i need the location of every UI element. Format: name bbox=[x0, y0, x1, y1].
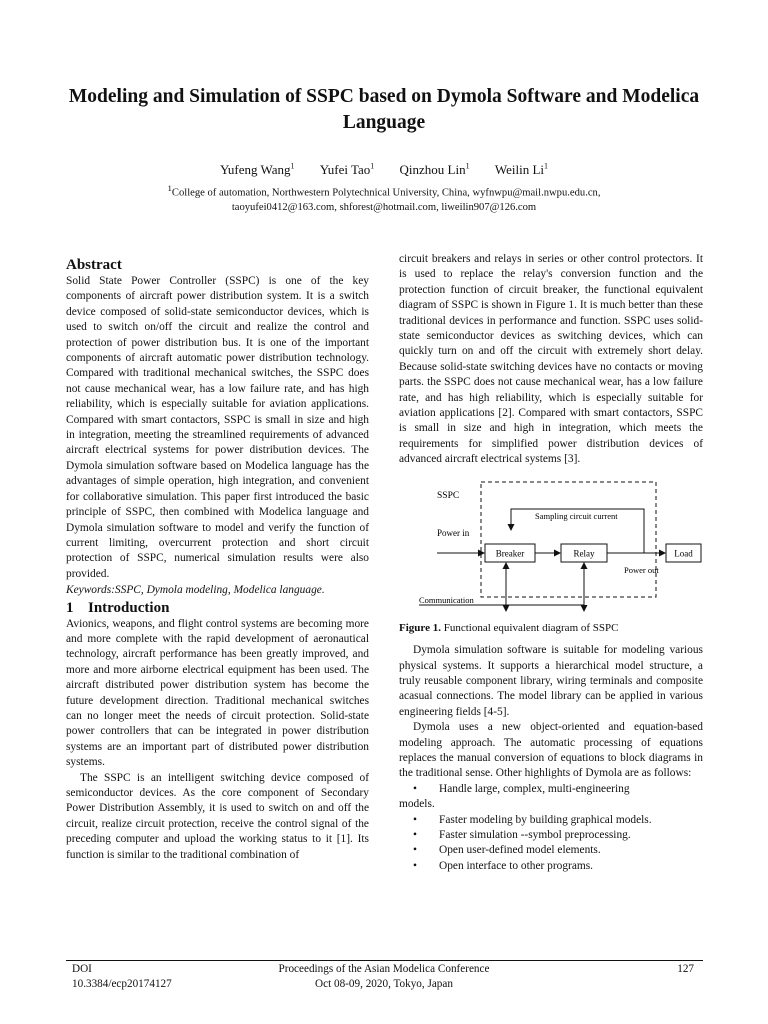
label-load: Load bbox=[674, 548, 693, 559]
author: Yufeng Wang$^1$ bbox=[219, 162, 295, 178]
sspc-boundary bbox=[481, 482, 656, 597]
sspc-diagram-svg bbox=[399, 481, 703, 616]
intro-paragraph-2: The SSPC is an intelligent switching device composed of semiconductor devices. As the core component of Secondary Power Distribution Assembly, it is used to switch on and off the circuit, realize circuit protection, receive the control signal of the preceding computer and upload the working status to it [1]. Its function is similar to the traditional combination of bbox=[66, 771, 369, 861]
highlights-list bbox=[399, 782, 703, 874]
label-relay: Relay bbox=[573, 548, 595, 559]
list-item: • Open interface to other programs. bbox=[413, 859, 594, 872]
section-heading-introduction: 1 Introduction bbox=[66, 599, 170, 616]
affiliation: $^1$College of automation, Northwestern Polytechnical University, China, wyfnwpu@mail.nwpu.edu.cn, taoyufei0412@163.com, shforest@hotmail.com, liweilin907@126.com bbox=[167, 183, 601, 213]
label-breaker: Breaker bbox=[495, 548, 525, 559]
figure-1-caption: Figure 1. Functional equivalent diagram of SSPC bbox=[399, 621, 619, 634]
list-item: • Faster simulation --symbol preprocessing. bbox=[413, 828, 631, 841]
footer-page-number: 127 bbox=[677, 963, 694, 975]
abstract-text: Solid State Power Controller (SSPC) is one of the key components of aircraft power distribution system. It is a switch device composed of solid-state semiconductor devices, which is used to switch on/off the circuit and realize the control and protection of power distribution bus. It is one of the important components of aircraft automatic power distribution technology. Compared with traditional mechanical switches, the SSPC does not cause mechanical wear, has a low failure rate, and has high reliability, which is especially suitable for aviation applications. Compared with smart contactors, SSPC is small in size and high in integration, meeting the streamlined requirements of advanced aircraft electrical systems for power distribution devices. The Dymola simulation software based on Modelica language has the advantages of simple operation, high integration, and convenient for collaborative simulation. This paper first introduced the basic principle of SSPC, then combined with Modelica language and Dymola simulation software to model and verify the function of current limiting, overcurrent protection and short circuit protection of SSPC, numerical simulation results were also provided. bbox=[66, 275, 369, 580]
intro-paragraph-1: Avionics, weapons, and flight control systems are becoming more and more complete with the rapid development of aeronautical technology, aircraft performance has been greatly improved, and more and more airborne electrical equipment has been used. The aircraft distributed power distribution system has become the future development direction. Traditional mechanical switches can no longer meet the needs of circuit protection. Solid-state power controllers that can be integrated in power distribution systems are an important part of distributed power distribution systems. bbox=[66, 617, 369, 769]
author-list bbox=[40, 159, 728, 178]
list-item: • Open user-defined model elements. bbox=[413, 844, 601, 857]
figure-1-diagram bbox=[399, 481, 703, 616]
author: Qinzhou Lin$^1$ bbox=[399, 162, 470, 178]
left-column bbox=[66, 256, 369, 863]
footer-rule bbox=[66, 960, 703, 961]
right-paragraph-3: Dymola uses a new object-oriented and equation-based modeling approach. The automatic processing of equations replaces the manual conversion of equations to block diagrams in the traditional sense. Other highlights of Dymola are as follows: bbox=[399, 721, 703, 780]
label-sampling: Sampling circuit current bbox=[535, 510, 618, 521]
right-paragraph-2: Dymola simulation software is suitable for modeling various physical systems. It supports a hierarchical model structure, a truly reusable component library, wiring terminals and composite acasual connections. The model library can be applied in various engineering fields [4-5]. bbox=[399, 644, 703, 718]
label-power-out: Power out bbox=[624, 564, 659, 575]
label-communication: Communication bbox=[419, 594, 474, 605]
label-power-in: Power in bbox=[437, 527, 470, 538]
author: Weilin Li$^1$ bbox=[494, 162, 548, 178]
list-item-wrap: models. bbox=[399, 798, 435, 811]
footer-doi: DOI 10.3384/ecp20174127 bbox=[72, 963, 172, 990]
keywords: Keywords:SSPC, Dymola modeling, Modelica language. bbox=[66, 584, 325, 597]
author: Yufei Tao$^1$ bbox=[319, 162, 375, 178]
right-paragraph-1: circuit breakers and relays in series or other control protectors. It is used to replace the relay's conversion function and the protection function of circuit breaker, the functional equivalent diagram of SSPC is shown in Figure 1. It is much better than these traditional devices in performance and function. SSPC uses solid-state semiconductor devices as switching devices, which can quickly turn on and off the circuit with extremely short delay. Because solid-state switching devices have no contacts or moving parts. the SSPC does not cause mechanical wear, has a low failure rate, and has high reliability, which is especially suitable for aviation applications [2]. Compared with smart contactors, SSPC is small in size and high in integration, which meets the requirements for simplified power distribution devices of advanced aircraft electrical systems [3]. bbox=[399, 253, 703, 466]
abstract-heading: Abstract bbox=[66, 257, 122, 273]
right-column bbox=[399, 252, 703, 874]
list-item: • Faster modeling by building graphical models. bbox=[413, 813, 652, 826]
footer-proceedings: Proceedings of the Asian Modelica Conference Oct 08-09, 2020, Tokyo, Japan bbox=[278, 963, 490, 990]
label-sspc: SSPC bbox=[437, 490, 460, 501]
list-item: • Handle large, complex, multi-engineering bbox=[413, 782, 630, 795]
paper-title: Modeling and Simulation of SSPC based on Dymola Software and Modelica Language bbox=[68, 86, 700, 133]
